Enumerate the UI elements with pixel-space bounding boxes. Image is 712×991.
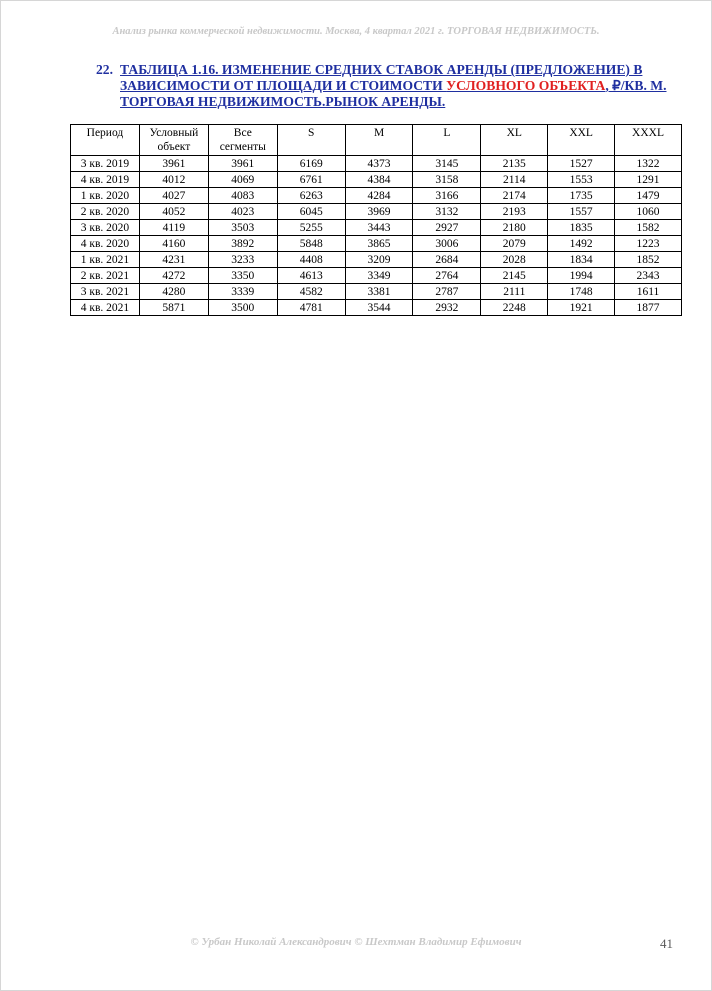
rate-cell: 4027 <box>139 188 208 204</box>
rate-cell: 3892 <box>208 236 277 252</box>
rate-cell: 3443 <box>345 220 413 236</box>
rate-cell: 3006 <box>413 236 481 252</box>
rate-cell: 6263 <box>277 188 345 204</box>
rate-cell: 5871 <box>139 300 208 316</box>
rate-cell: 4408 <box>277 252 345 268</box>
table-row <box>71 252 682 268</box>
rate-cell: 1322 <box>615 156 682 172</box>
caption-text-part1: ТАБЛИЦА 1.16. ИЗМЕНЕНИЕ СРЕДНИХ СТАВОК АРЕНДЫ (ПРЕДЛОЖЕНИЕ) В ЗАВИСИМОСТИ ОТ ПЛОЩАДИ И СТОИМОСТИ <box>120 62 643 93</box>
rate-cell: 3233 <box>208 252 277 268</box>
rate-cell: 2343 <box>615 268 682 284</box>
rate-cell: 1994 <box>548 268 615 284</box>
rate-cell: 2079 <box>481 236 548 252</box>
header-cell-m: M <box>345 125 413 156</box>
rate-cell: 2145 <box>481 268 548 284</box>
rate-cell: 1479 <box>615 188 682 204</box>
rate-cell: 2174 <box>481 188 548 204</box>
rate-cell: 4083 <box>208 188 277 204</box>
rate-cell: 3209 <box>345 252 413 268</box>
rate-cell: 3339 <box>208 284 277 300</box>
rate-cell: 1877 <box>615 300 682 316</box>
rate-cell: 2180 <box>481 220 548 236</box>
rate-cell: 1553 <box>548 172 615 188</box>
rate-cell: 1611 <box>615 284 682 300</box>
rate-cell: 2787 <box>413 284 481 300</box>
rate-cell: 3503 <box>208 220 277 236</box>
table-row <box>71 236 682 252</box>
page-number: 41 <box>660 936 673 951</box>
rate-cell: 3961 <box>208 156 277 172</box>
rate-cell: 3969 <box>345 204 413 220</box>
rate-cell: 4231 <box>139 252 208 268</box>
rate-cell: 4023 <box>208 204 277 220</box>
table-caption <box>96 62 686 110</box>
running-header: Анализ рынка коммерческой недвижимости. Москва, 4 квартал 2021 г. ТОРГОВАЯ НЕДВИЖИМОСТЬ. <box>112 26 600 37</box>
table-row <box>71 268 682 284</box>
rate-cell: 3158 <box>413 172 481 188</box>
rate-cell: 1223 <box>615 236 682 252</box>
rate-cell: 4384 <box>345 172 413 188</box>
rate-cell: 4373 <box>345 156 413 172</box>
rate-cell: 4012 <box>139 172 208 188</box>
rate-cell: 5255 <box>277 220 345 236</box>
caption-text-part2: , ₽/КВ. М. ТОРГОВАЯ НЕДВИЖИМОСТЬ.РЫНОК АРЕНДЫ. <box>120 78 667 109</box>
header-cell-l: L <box>413 125 481 156</box>
header-cell-xl: XL <box>481 125 548 156</box>
table-row <box>71 284 682 300</box>
rate-cell: 1291 <box>615 172 682 188</box>
rate-cell: 2111 <box>481 284 548 300</box>
rate-cell: 1748 <box>548 284 615 300</box>
rate-cell: 1557 <box>548 204 615 220</box>
period-cell: 3 кв. 2019 <box>71 156 140 172</box>
rate-cell: 6761 <box>277 172 345 188</box>
rate-cell: 3350 <box>208 268 277 284</box>
rate-cell: 2114 <box>481 172 548 188</box>
period-cell: 2 кв. 2021 <box>71 268 140 284</box>
rate-cell: 6045 <box>277 204 345 220</box>
header-cell-xxl: XXL <box>548 125 615 156</box>
period-cell: 1 кв. 2021 <box>71 252 140 268</box>
rate-cell: 2932 <box>413 300 481 316</box>
table-row <box>71 188 682 204</box>
rental-rates-table <box>70 124 682 316</box>
period-cell: 4 кв. 2019 <box>71 172 140 188</box>
rate-cell: 3865 <box>345 236 413 252</box>
rate-cell: 1582 <box>615 220 682 236</box>
header-cell-conditional-object: Условный объект <box>139 125 208 156</box>
period-cell: 4 кв. 2021 <box>71 300 140 316</box>
rate-cell: 2764 <box>413 268 481 284</box>
rate-cell: 1735 <box>548 188 615 204</box>
period-cell: 3 кв. 2020 <box>71 220 140 236</box>
period-cell: 4 кв. 2020 <box>71 236 140 252</box>
rate-cell: 1527 <box>548 156 615 172</box>
rate-cell: 1921 <box>548 300 615 316</box>
rate-cell: 2927 <box>413 220 481 236</box>
header-cell-all-segments: Все сегменты <box>208 125 277 156</box>
caption-number: 22. <box>96 62 113 77</box>
rate-cell: 2028 <box>481 252 548 268</box>
rate-cell: 4052 <box>139 204 208 220</box>
rate-cell: 2248 <box>481 300 548 316</box>
table-row <box>71 156 682 172</box>
rate-cell: 1060 <box>615 204 682 220</box>
header-cell-period: Период <box>71 125 140 156</box>
rate-cell: 3349 <box>345 268 413 284</box>
period-cell: 2 кв. 2020 <box>71 204 140 220</box>
rate-cell: 4280 <box>139 284 208 300</box>
rate-cell: 5848 <box>277 236 345 252</box>
rate-cell: 4272 <box>139 268 208 284</box>
rate-cell: 3381 <box>345 284 413 300</box>
rate-cell: 4781 <box>277 300 345 316</box>
table-row <box>71 220 682 236</box>
rate-cell: 1835 <box>548 220 615 236</box>
rate-cell: 3145 <box>413 156 481 172</box>
table-header-row <box>71 125 682 156</box>
copyright-footer: © Урбан Николай Александрович © Шехтман Владимир Ефимович <box>190 936 522 948</box>
rate-cell: 3132 <box>413 204 481 220</box>
table-row <box>71 204 682 220</box>
rate-cell: 4160 <box>139 236 208 252</box>
rate-cell: 3544 <box>345 300 413 316</box>
period-cell: 3 кв. 2021 <box>71 284 140 300</box>
table-body <box>71 156 682 316</box>
rate-cell: 2135 <box>481 156 548 172</box>
caption-title <box>120 62 686 110</box>
rate-cell: 4069 <box>208 172 277 188</box>
rate-cell: 4119 <box>139 220 208 236</box>
rate-cell: 1492 <box>548 236 615 252</box>
caption-highlight: УСЛОВНОГО ОБЪЕКТА <box>446 78 606 93</box>
header-cell-s: S <box>277 125 345 156</box>
header-cell-xxxl: XXXL <box>615 125 682 156</box>
rate-cell: 1852 <box>615 252 682 268</box>
rate-cell: 4284 <box>345 188 413 204</box>
table-row <box>71 300 682 316</box>
rate-cell: 6169 <box>277 156 345 172</box>
rate-cell: 4613 <box>277 268 345 284</box>
period-cell: 1 кв. 2020 <box>71 188 140 204</box>
rate-cell: 3500 <box>208 300 277 316</box>
rate-cell: 1834 <box>548 252 615 268</box>
rate-cell: 3961 <box>139 156 208 172</box>
rate-cell: 2684 <box>413 252 481 268</box>
rate-cell: 4582 <box>277 284 345 300</box>
rate-cell: 3166 <box>413 188 481 204</box>
rate-cell: 2193 <box>481 204 548 220</box>
table-row <box>71 172 682 188</box>
